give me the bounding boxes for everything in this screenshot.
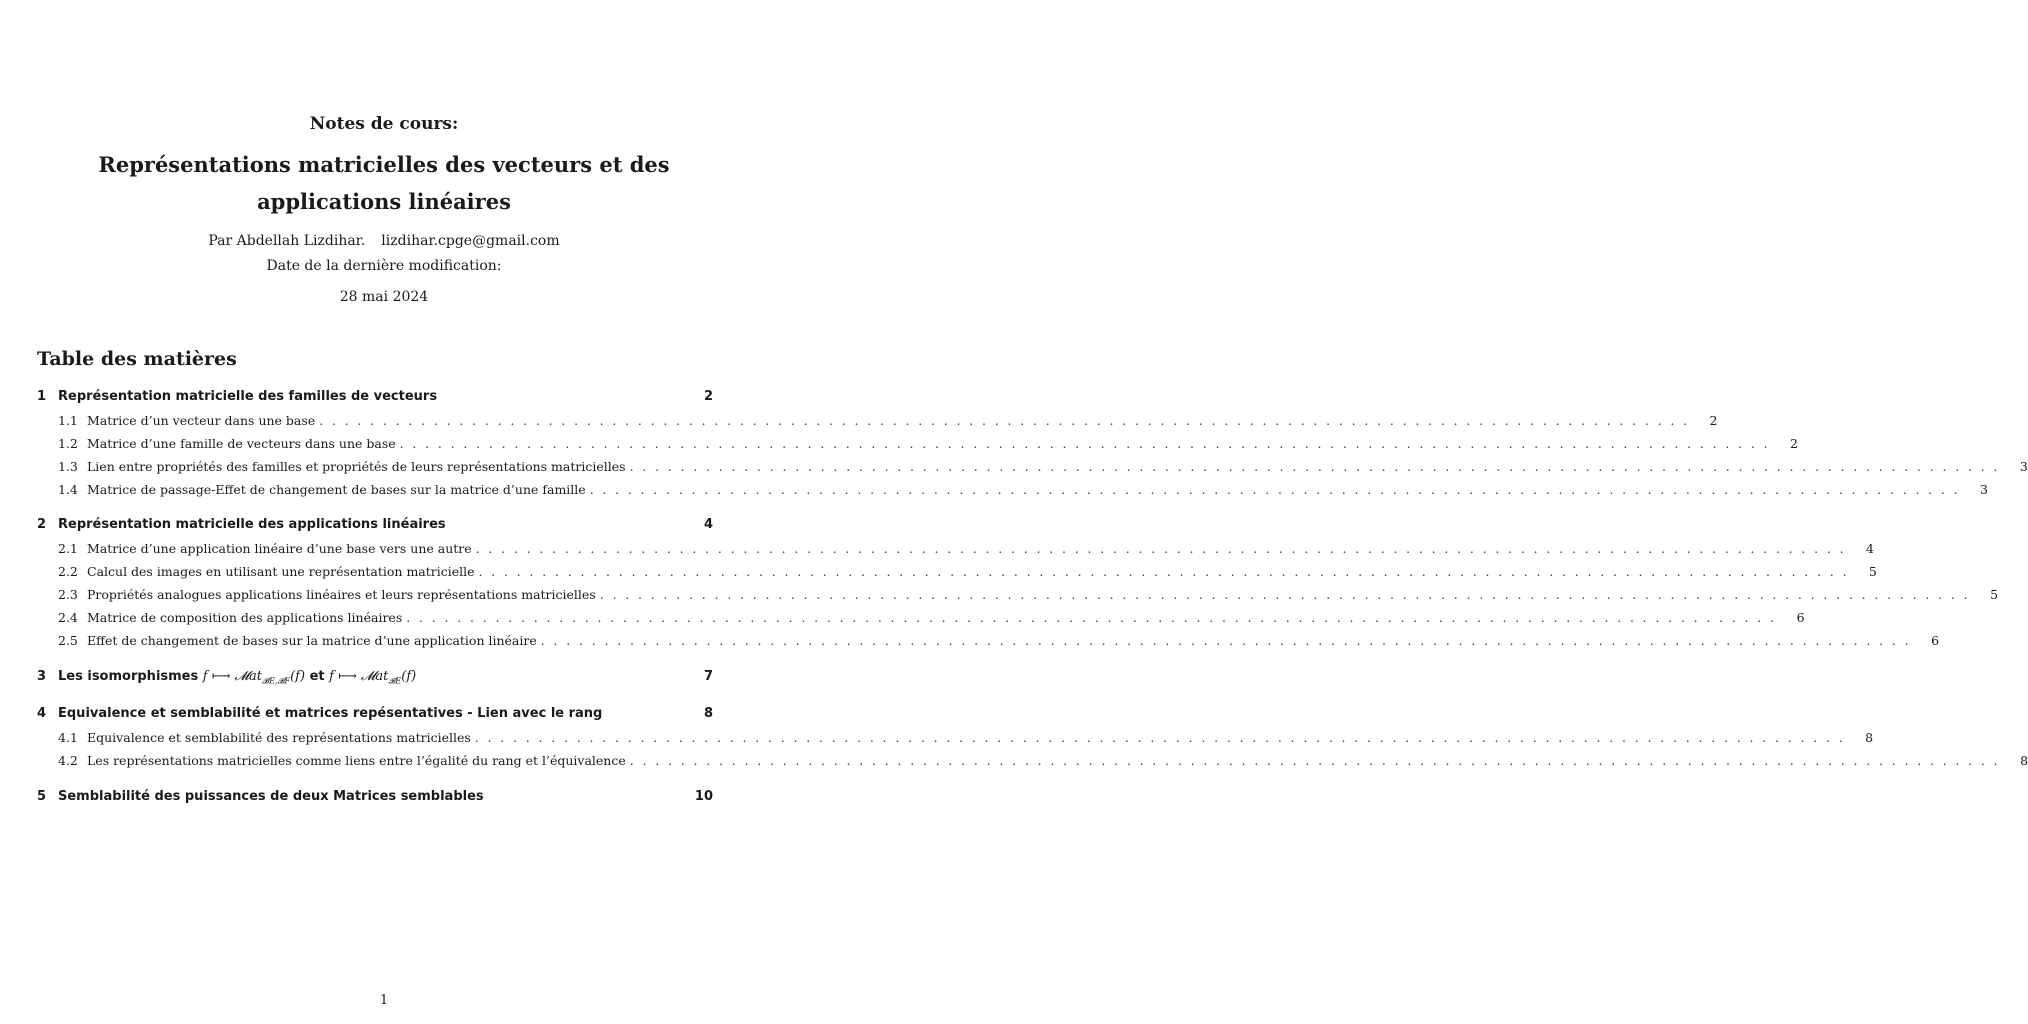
toc-title: Matrice d’une famille de vecteurs dans une base [87,436,396,451]
toc-page: 10 [694,789,713,804]
toc-subsection-4-1[interactable] [37,730,1874,750]
toc-number: 2.3 [58,587,78,602]
toc-number: 2.5 [58,633,78,648]
toc-subsection-2-1[interactable] [37,541,1874,561]
toc-subsection-1-1[interactable] [37,413,1718,433]
toc-section-1[interactable] [37,389,713,409]
toc-page: 5 [1990,587,1999,602]
toc-number: 4 [37,706,47,721]
toc-number: 2.2 [58,564,78,579]
author-email[interactable]: lizdihar.cpge@gmail.com [381,233,560,249]
toc-number: 1.3 [58,459,78,474]
toc-leader-dots [630,753,2014,768]
toc-number: 1.1 [58,413,78,428]
toc-subsection-1-3[interactable] [37,459,2028,479]
toc-number: 2 [37,517,47,532]
toc-page: 6 [1796,610,1805,625]
toc-page: 8 [1865,730,1874,745]
math-isomorphism-1: f ⟼ 𝓜at$_{𝓑E,𝓑F}$(f) [202,669,306,686]
date-label: Date de la dernière modification: [266,258,502,274]
toc-section-5[interactable] [37,789,713,809]
toc-page: 4 [703,517,713,532]
toc-subsection-1-4[interactable] [37,482,1988,502]
toc-page: 6 [1931,633,1940,648]
date-value: 28 mai 2024 [339,289,429,305]
toc-page: 4 [1866,541,1874,556]
toc-page: 3 [1980,482,1988,497]
toc-title: Calcul des images en utilisant une représentation matricielle [87,564,475,579]
toc-leader-dots [479,564,1863,579]
toc-number: 2.4 [58,610,78,625]
toc-number: 3 [37,669,47,684]
toc-subsection-2-3[interactable] [37,587,1999,607]
toc-leader-dots [600,587,1984,602]
toc-title [58,669,416,687]
toc-page: 5 [1868,564,1877,579]
document-title: Représentations matricielles des vecteurs et des applications linéaires [98,152,670,214]
toc-subsection-2-5[interactable] [37,633,1940,653]
toc-title-prefix: Les isomorphismes [58,669,199,684]
toc-leader-dots [476,541,1860,556]
toc-section-3[interactable] [37,669,713,689]
toc-title: Représentation matricielle des applications linéaires [58,517,446,532]
toc-title: Matrice de composition des applications linéaires [87,610,403,625]
toc-section-4[interactable] [37,706,713,726]
toc-number: 4.1 [58,730,78,745]
toc-number: 1.4 [58,482,78,497]
toc-title: Propriétés analogues applications linéaires et leurs représentations matricielles [87,587,596,602]
toc-subsection-1-2[interactable] [37,436,1798,456]
toc-leader-dots [475,730,1859,745]
toc-title: Equivalence et semblabilité et matrices repésentatives - Lien avec le rang [58,706,603,721]
author-line [0,233,768,249]
math-isomorphism-2: f ⟼ 𝓜at$_{𝓑E}$(f) [329,669,417,686]
toc-section-2[interactable] [37,517,713,537]
toc-number: 2.1 [58,541,78,556]
toc-number: 1.2 [58,436,78,451]
toc-leader-dots [590,482,1974,497]
toc-page: 8 [703,706,713,721]
toc-leader-dots [541,633,1925,648]
toc-subsection-2-2[interactable] [37,564,1877,584]
toc-leader-dots [319,413,1703,428]
toc-title: Equivalence et semblabilité des représentations matricielles [87,730,471,745]
toc-number: 4.2 [58,753,78,768]
toc-leader-dots [400,436,1784,451]
toc-number: 1 [37,389,47,404]
toc-number: 5 [37,789,47,804]
toc-heading: Table des matières [37,348,237,370]
toc-page: 2 [1709,413,1718,428]
toc-page: 2 [1790,436,1798,451]
toc-title: Lien entre propriétés des familles et propriétés de leurs représentations matricielles [87,459,626,474]
toc-title: Les représentations matricielles comme liens entre l’égalité du rang et l’équivalence [87,753,626,768]
toc-subsection-2-4[interactable] [37,610,1805,630]
toc-title: Matrice d’une application linéaire d’une base vers une autre [87,541,472,556]
toc-title: Matrice de passage-Effet de changement de bases sur la matrice d’une famille [87,482,586,497]
document-subtitle: Notes de cours: [309,114,459,134]
toc-page: 8 [2020,753,2028,768]
toc-title: Semblabilité des puissances de deux Matrices semblables [58,789,484,804]
toc-leader-dots [630,459,2014,474]
page-number: 1 [379,993,389,1008]
toc-title: Représentation matricielle des familles de vecteurs [58,389,438,404]
author-name: Par Abdellah Lizdihar. [208,233,366,249]
toc-page: 3 [2019,459,2028,474]
toc-title-mid: et [309,669,325,684]
toc-title: Matrice d’un vecteur dans une base [87,413,316,428]
toc-page: 2 [703,389,713,404]
toc-title: Effet de changement de bases sur la matrice d’une application linéaire [87,633,537,648]
toc-page: 7 [703,669,713,684]
toc-subsection-4-2[interactable] [37,753,2028,773]
toc-leader-dots [406,610,1790,625]
